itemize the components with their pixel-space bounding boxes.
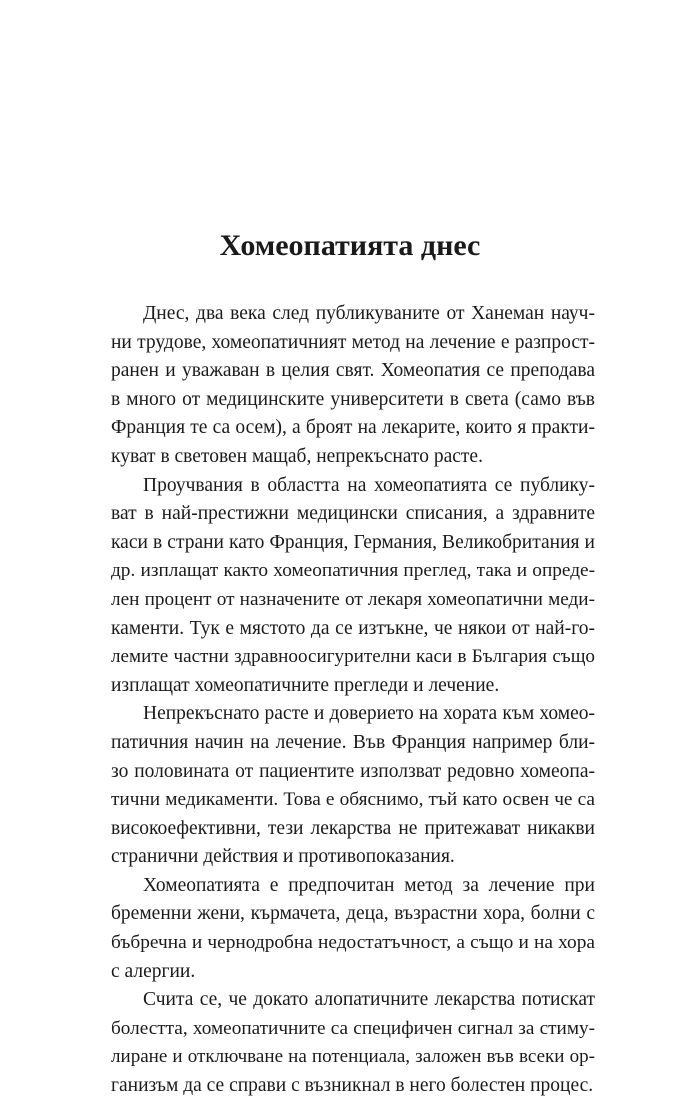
- page-title: Хомеопатията днес: [219, 229, 481, 262]
- text-line: високоефективни, тези лекарства не притежават никакви: [111, 817, 595, 839]
- text-line: лен процент от назначените от лекаря хомеопатични меди-: [111, 588, 595, 610]
- text-line: тични медикаменти. Това е обяснимо, тъй като освен че са: [111, 789, 595, 811]
- paragraph-5: [111, 986, 595, 1100]
- text-line: бъбречна и чернодробна недостатъчност, а също и на хора: [111, 932, 595, 954]
- text-line: куват в световен мащаб, непрекъснато расте.: [111, 445, 483, 467]
- text-line: Днес, два века след публикуваните от Ханеман науч-: [143, 303, 595, 324]
- text-line: лиране и отключване на потенциала, заложен във всеки ор-: [111, 1046, 595, 1068]
- text-line: Непрекъснато расте и доверието на хората към хомео-: [143, 703, 595, 725]
- text-line: каменти. Тук е мястото да се изтъкне, че някои от най-го-: [111, 617, 595, 639]
- text-line: странични действия и противопоказания.: [111, 846, 455, 868]
- text-line: каси в страни като Франция, Германия, Великобритания и: [111, 531, 595, 553]
- text-line: ганизъм да се справи с възникнал в него болестен процес.: [111, 1075, 594, 1097]
- text-line: зо половината от пациентите използват редовно хомеопа-: [111, 760, 595, 782]
- text-line: изплащат хомеопатичните прегледи и лечение.: [111, 674, 500, 696]
- paragraph-4: [111, 872, 595, 986]
- text-line: патичния начин на лечение. Във Франция например бли-: [111, 731, 595, 753]
- text-line: бременни жени, кърмачета, деца, възрастни хора, болни с: [111, 903, 595, 925]
- text-line: ват в най-престижни медицински списания, а здравните: [111, 503, 595, 525]
- text-line: с алергии.: [111, 960, 196, 982]
- text-line: болестта, хомеопатичните са специфичен сигнал за стиму-: [111, 1017, 595, 1039]
- text-line: Франция те са осем), а броят на лекарите, които я практи-: [111, 417, 595, 439]
- text-line: ни трудове, хомеопатичният метод на лечение е разпрост-: [111, 331, 595, 353]
- text-line: Хомеопатията е предпочитан метод за лечение при: [143, 874, 595, 896]
- text-line: Счита се, че докато алопатичните лекарства потискат: [143, 989, 595, 1011]
- paragraph-3: [111, 700, 595, 872]
- text-line: в много от медицинските университети в света (само във: [111, 388, 595, 410]
- paragraph-1: [111, 300, 595, 472]
- paragraph-2: [111, 472, 595, 701]
- body-text: [111, 300, 595, 1101]
- text-line: ранен и уважаван в целия свят. Хомеопатия се преподава: [111, 360, 595, 382]
- text-line: Проучвания в областта на хомеопатията се публику-: [143, 474, 595, 496]
- text-line: др. изплащат както хомеопатичния преглед, така и опреде-: [111, 560, 595, 582]
- text-line: лемите частни здравноосигурителни каси в България също: [111, 646, 595, 668]
